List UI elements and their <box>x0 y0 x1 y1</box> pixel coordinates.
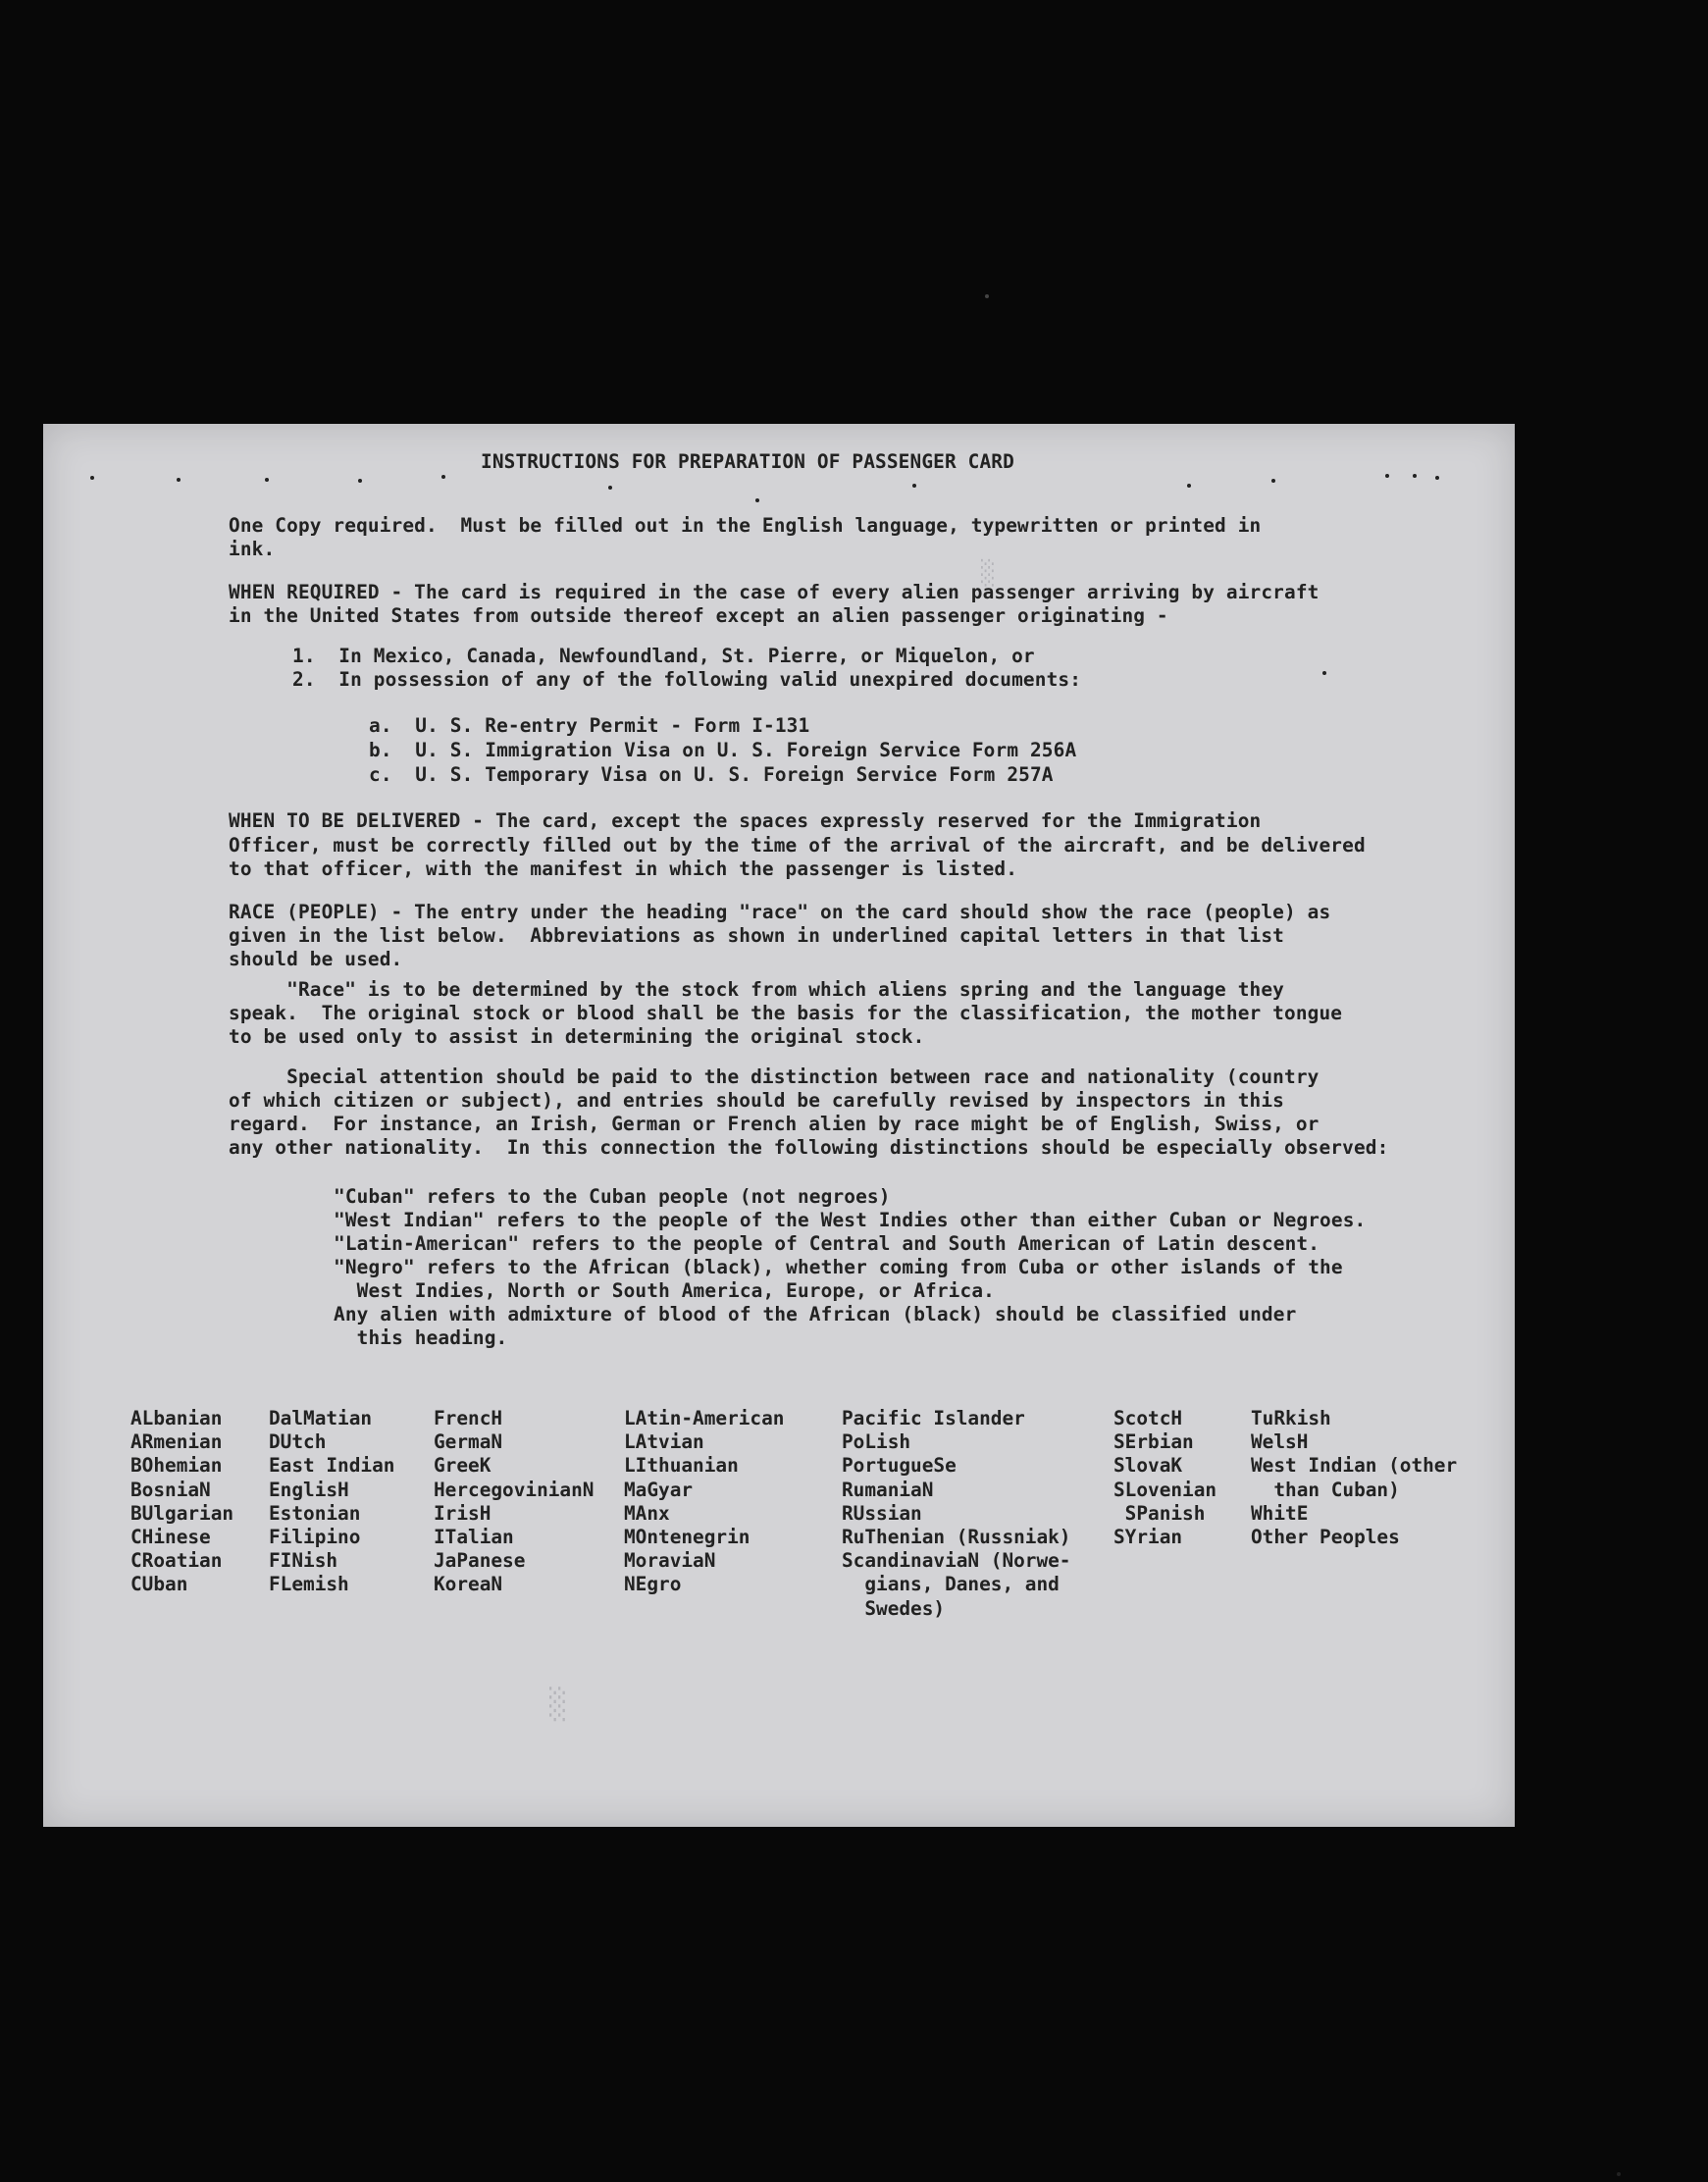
speck <box>985 294 989 298</box>
race-definition-line: to be used only to assist in determining the original stock. <box>229 1025 925 1048</box>
bleed-through-mark: ░ <box>549 1688 568 1722</box>
race-entry: Swedes) <box>842 1596 946 1620</box>
race-line: should be used. <box>229 948 403 970</box>
race-list-column <box>1251 1407 1457 1549</box>
race-list-column <box>130 1407 233 1597</box>
distinction-line: "West Indian" refers to the people of the West Indies other than either Cuban or Negroes. <box>334 1209 1367 1231</box>
race-entry: RUssian <box>842 1501 922 1525</box>
race-entry: BUlgarian <box>130 1501 234 1525</box>
distinction-line: "Cuban" refers to the Cuban people (not negroes) <box>334 1185 891 1208</box>
race-entry: GreeK <box>434 1454 492 1478</box>
special-attention-line: Special attention should be paid to the distinction between race and nationality (country <box>229 1065 1320 1088</box>
race-entry: CHinese <box>130 1526 211 1549</box>
race-entry: SLovenian <box>1113 1478 1217 1501</box>
race-entry: East Indian <box>269 1454 395 1478</box>
special-attention-line: regard. For instance, an Irish, German or French alien by race might be of English, Swiss, or <box>229 1113 1320 1135</box>
race-entry: WelsH <box>1251 1430 1309 1454</box>
speck <box>90 476 94 480</box>
race-entry: West Indian (other <box>1251 1454 1458 1478</box>
race-entry: gians, Danes, and <box>842 1573 1060 1596</box>
speck <box>1271 479 1275 483</box>
race-entry: RuThenian (Russniak) <box>842 1526 1071 1549</box>
race-entry: MaGyar <box>624 1478 694 1501</box>
race-entry: LIthuanian <box>624 1454 739 1478</box>
race-entry: ARmenian <box>130 1430 223 1454</box>
race-list-column <box>269 1407 394 1597</box>
when-delivered-line: to that officer, with the manifest in which the passenger is listed. <box>229 857 1018 880</box>
race-entry: than Cuban) <box>1251 1478 1400 1501</box>
race-list-column <box>624 1407 784 1597</box>
race-entry: SlovaK <box>1113 1454 1183 1478</box>
race-entry: MOntenegrin <box>624 1526 750 1549</box>
race-entry: WhitE <box>1251 1501 1309 1525</box>
race-entry: FLemish <box>269 1573 349 1596</box>
distinction-line: "Negro" refers to the African (black), whether coming from Cuba or other islands of the <box>334 1256 1343 1278</box>
speck <box>1413 474 1417 478</box>
intro-line: ink. <box>229 538 276 560</box>
race-entry: PoLish <box>842 1430 911 1454</box>
distinction-line: West Indies, North or South America, Europe, or Africa. <box>334 1279 995 1302</box>
race-line: given in the list below. Abbreviations as shown in underlined capital letters in that list <box>229 924 1284 947</box>
race-entry: Other Peoples <box>1251 1526 1400 1549</box>
race-entry: Pacific Islander <box>842 1407 1025 1429</box>
race-list-column <box>434 1407 594 1597</box>
speck <box>755 498 759 502</box>
race-entry: BosniaN <box>130 1478 211 1501</box>
race-entry: LAtvian <box>624 1430 704 1454</box>
bleed-through-mark: ░ <box>981 559 996 587</box>
speck <box>1435 476 1439 480</box>
document-item: c. U. S. Temporary Visa on U. S. Foreign Service Form 257A <box>369 763 1054 786</box>
distinction-line: Any alien with admixture of blood of the African (black) should be classified under <box>334 1303 1297 1325</box>
exception-item: 2. In possession of any of the following valid unexpired documents: <box>292 668 1082 691</box>
special-attention-line: any other nationality. In this connection the following distinctions should be especially observed: <box>229 1136 1389 1159</box>
speck <box>1617 2172 1621 2176</box>
race-entry: IrisH <box>434 1501 492 1525</box>
document-title: INSTRUCTIONS FOR PREPARATION OF PASSENGER CARD <box>481 450 1014 473</box>
race-entry: HercegovinianN <box>434 1478 595 1501</box>
speck <box>177 478 181 482</box>
race-entry: Estonian <box>269 1501 361 1525</box>
race-entry: BOhemian <box>130 1454 223 1478</box>
race-entry: KoreaN <box>434 1573 503 1596</box>
speck <box>912 484 916 488</box>
race-entry: RumaniaN <box>842 1478 934 1501</box>
race-entry: MoraviaN <box>624 1549 716 1573</box>
race-entry: EnglisH <box>269 1478 349 1501</box>
race-list-column <box>1113 1407 1216 1549</box>
race-entry: PortugueSe <box>842 1454 957 1478</box>
speck <box>265 478 269 482</box>
race-list-column <box>842 1407 1070 1621</box>
race-entry: DalMatian <box>269 1407 373 1429</box>
speck <box>1187 484 1191 488</box>
when-required-line: WHEN REQUIRED - The card is required in the case of every alien passenger arriving by aircraft <box>229 581 1320 603</box>
document-item: b. U. S. Immigration Visa on U. S. Foreign Service Form 256A <box>369 739 1077 761</box>
speck <box>358 479 362 483</box>
race-entry: DUtch <box>269 1430 327 1454</box>
race-entry: ITalian <box>434 1526 514 1549</box>
when-delivered-line: Officer, must be correctly filled out by the time of the arrival of the aircraft, and be delivered <box>229 834 1366 857</box>
race-definition-line: "Race" is to be determined by the stock from which aliens spring and the language they <box>229 978 1284 1001</box>
distinction-line: this heading. <box>334 1326 508 1349</box>
race-definition-line: speak. The original stock or blood shall be the basis for the classification, the mother tongue <box>229 1002 1343 1024</box>
race-entry: GermaN <box>434 1430 503 1454</box>
race-entry: ScotcH <box>1113 1407 1183 1429</box>
race-entry: Filipino <box>269 1526 361 1549</box>
race-entry: CUban <box>130 1573 188 1596</box>
race-entry: LAtin-American <box>624 1407 785 1429</box>
document-item: a. U. S. Re-entry Permit - Form I-131 <box>369 714 810 737</box>
race-entry: NEgro <box>624 1573 682 1596</box>
race-line: RACE (PEOPLE) - The entry under the heading "race" on the card should show the race (people) as <box>229 901 1331 923</box>
distinction-line: "Latin-American" refers to the people of Central and South American of Latin descent. <box>334 1232 1320 1255</box>
race-entry: MAnx <box>624 1501 670 1525</box>
race-entry: SPanish <box>1113 1501 1206 1525</box>
when-delivered-line: WHEN TO BE DELIVERED - The card, except the spaces expressly reserved for the Immigration <box>229 809 1262 832</box>
race-entry: SErbian <box>1113 1430 1194 1454</box>
speck <box>1385 474 1389 478</box>
race-entry: TuRkish <box>1251 1407 1331 1429</box>
race-entry: CRoatian <box>130 1549 223 1573</box>
race-entry: SYrian <box>1113 1526 1183 1549</box>
race-entry: FINish <box>269 1549 338 1573</box>
race-entry: ALbanian <box>130 1407 223 1429</box>
exception-item: 1. In Mexico, Canada, Newfoundland, St. Pierre, or Miquelon, or <box>292 645 1035 667</box>
speck <box>441 475 445 479</box>
race-entry: FrencH <box>434 1407 503 1429</box>
special-attention-line: of which citizen or subject), and entries should be carefully revised by inspectors in this <box>229 1089 1284 1112</box>
race-entry: ScandinaviaN (Norwe- <box>842 1549 1071 1573</box>
speck <box>608 486 612 490</box>
race-entry: JaPanese <box>434 1549 526 1573</box>
when-required-line: in the United States from outside thereof except an alien passenger originating - <box>229 604 1168 627</box>
intro-line: One Copy required. Must be filled out in the English language, typewritten or printed in <box>229 514 1262 537</box>
